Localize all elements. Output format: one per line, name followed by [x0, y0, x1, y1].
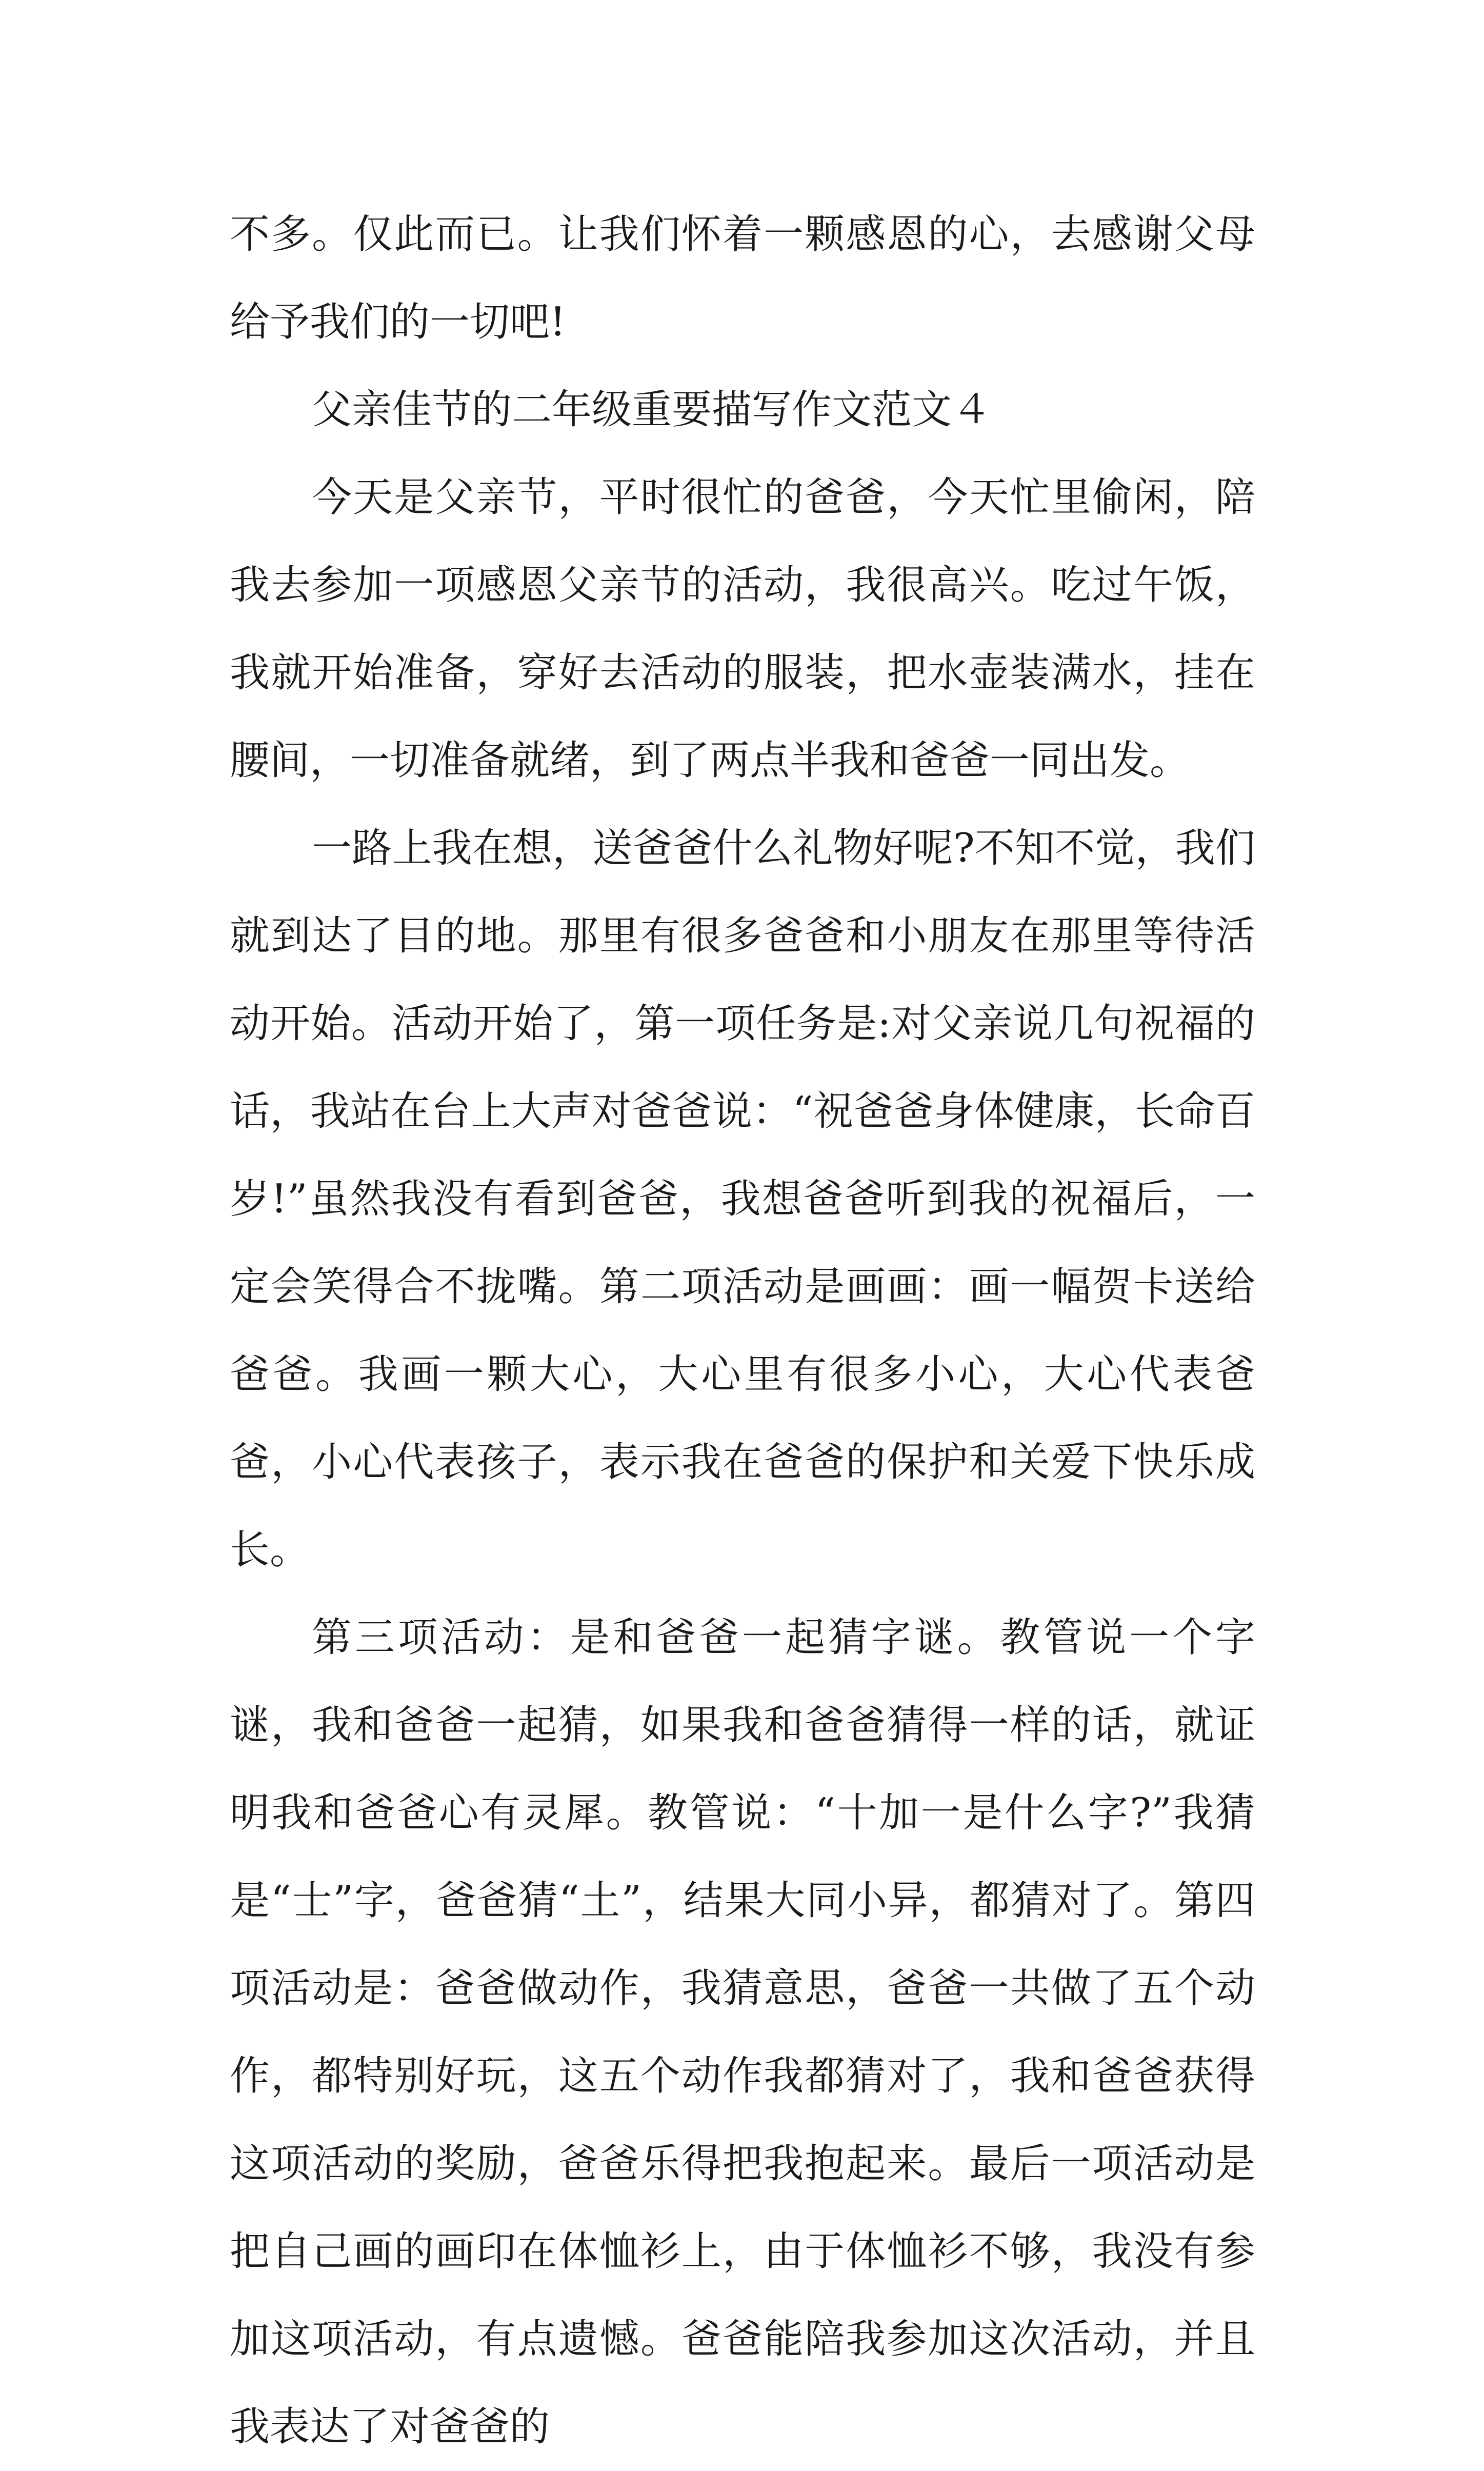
essay-heading: 父亲佳节的二年级重要描写作文范文４ [312, 387, 992, 433]
paragraph-intro: 今天是父亲节，平时很忙的爸爸，今天忙里偷闲，陪我去参加一项感恩父亲节的活动，我很高兴。吃过午饭，我就开始准备，穿好去活动的服装，把水壶装满水，挂在腰间，一切准备就绪，到了两点半我和爸爸一同出发。 [230, 474, 1255, 784]
paragraph-gifts: 一路上我在想，送爸爸什么礼物好呢?不知不觉，我们就到达了目的地。那里有很多爸爸和小朋友在那里等待活动开始。活动开始了，第一项任务是:对父亲说几句祝福的话，我站在台上大声对爸爸说：“祝爸爸身体健康，长命百岁!”虽然我没有看到爸爸，我想爸爸听到我的祝福后，一定会笑得合不拢嘴。第二项活动是画画：画一幅贺卡送给爸爸。我画一颗大心，大心里有很多小心，大心代表爸爸，小心代表孩子，表示我在爸爸的保护和关爱下快乐成长。 [230, 825, 1255, 1573]
paragraph-closing: 不多。仅此而已。让我们怀着一颗感恩的心，去感谢父母给予我们的一切吧! [230, 211, 1255, 345]
document-body [230, 191, 1255, 2471]
paragraph-riddles: 第三项活动：是和爸爸一起猜字谜。教管说一个字谜，我和爸爸一起猜，如果我和爸爸猜得一样的话，就证明我和爸爸心有灵犀。教管说：“十加一是什么字?”我猜是“士”字，爸爸猜“土”，结果大同小异，都猜对了。第四项活动是：爸爸做动作，我猜意思，爸爸一共做了五个动作，都特别好玩，这五个动作我都猜对了，我和爸爸获得这项活动的奖励，爸爸乐得把我抱起来。最后一项活动是把自己画的画印在体恤衫上，由于体恤衫不够，我没有参加这项活动，有点遗憾。爸爸能陪我参加这次活动，并且我表达了对爸爸的 [230, 1615, 1255, 2450]
